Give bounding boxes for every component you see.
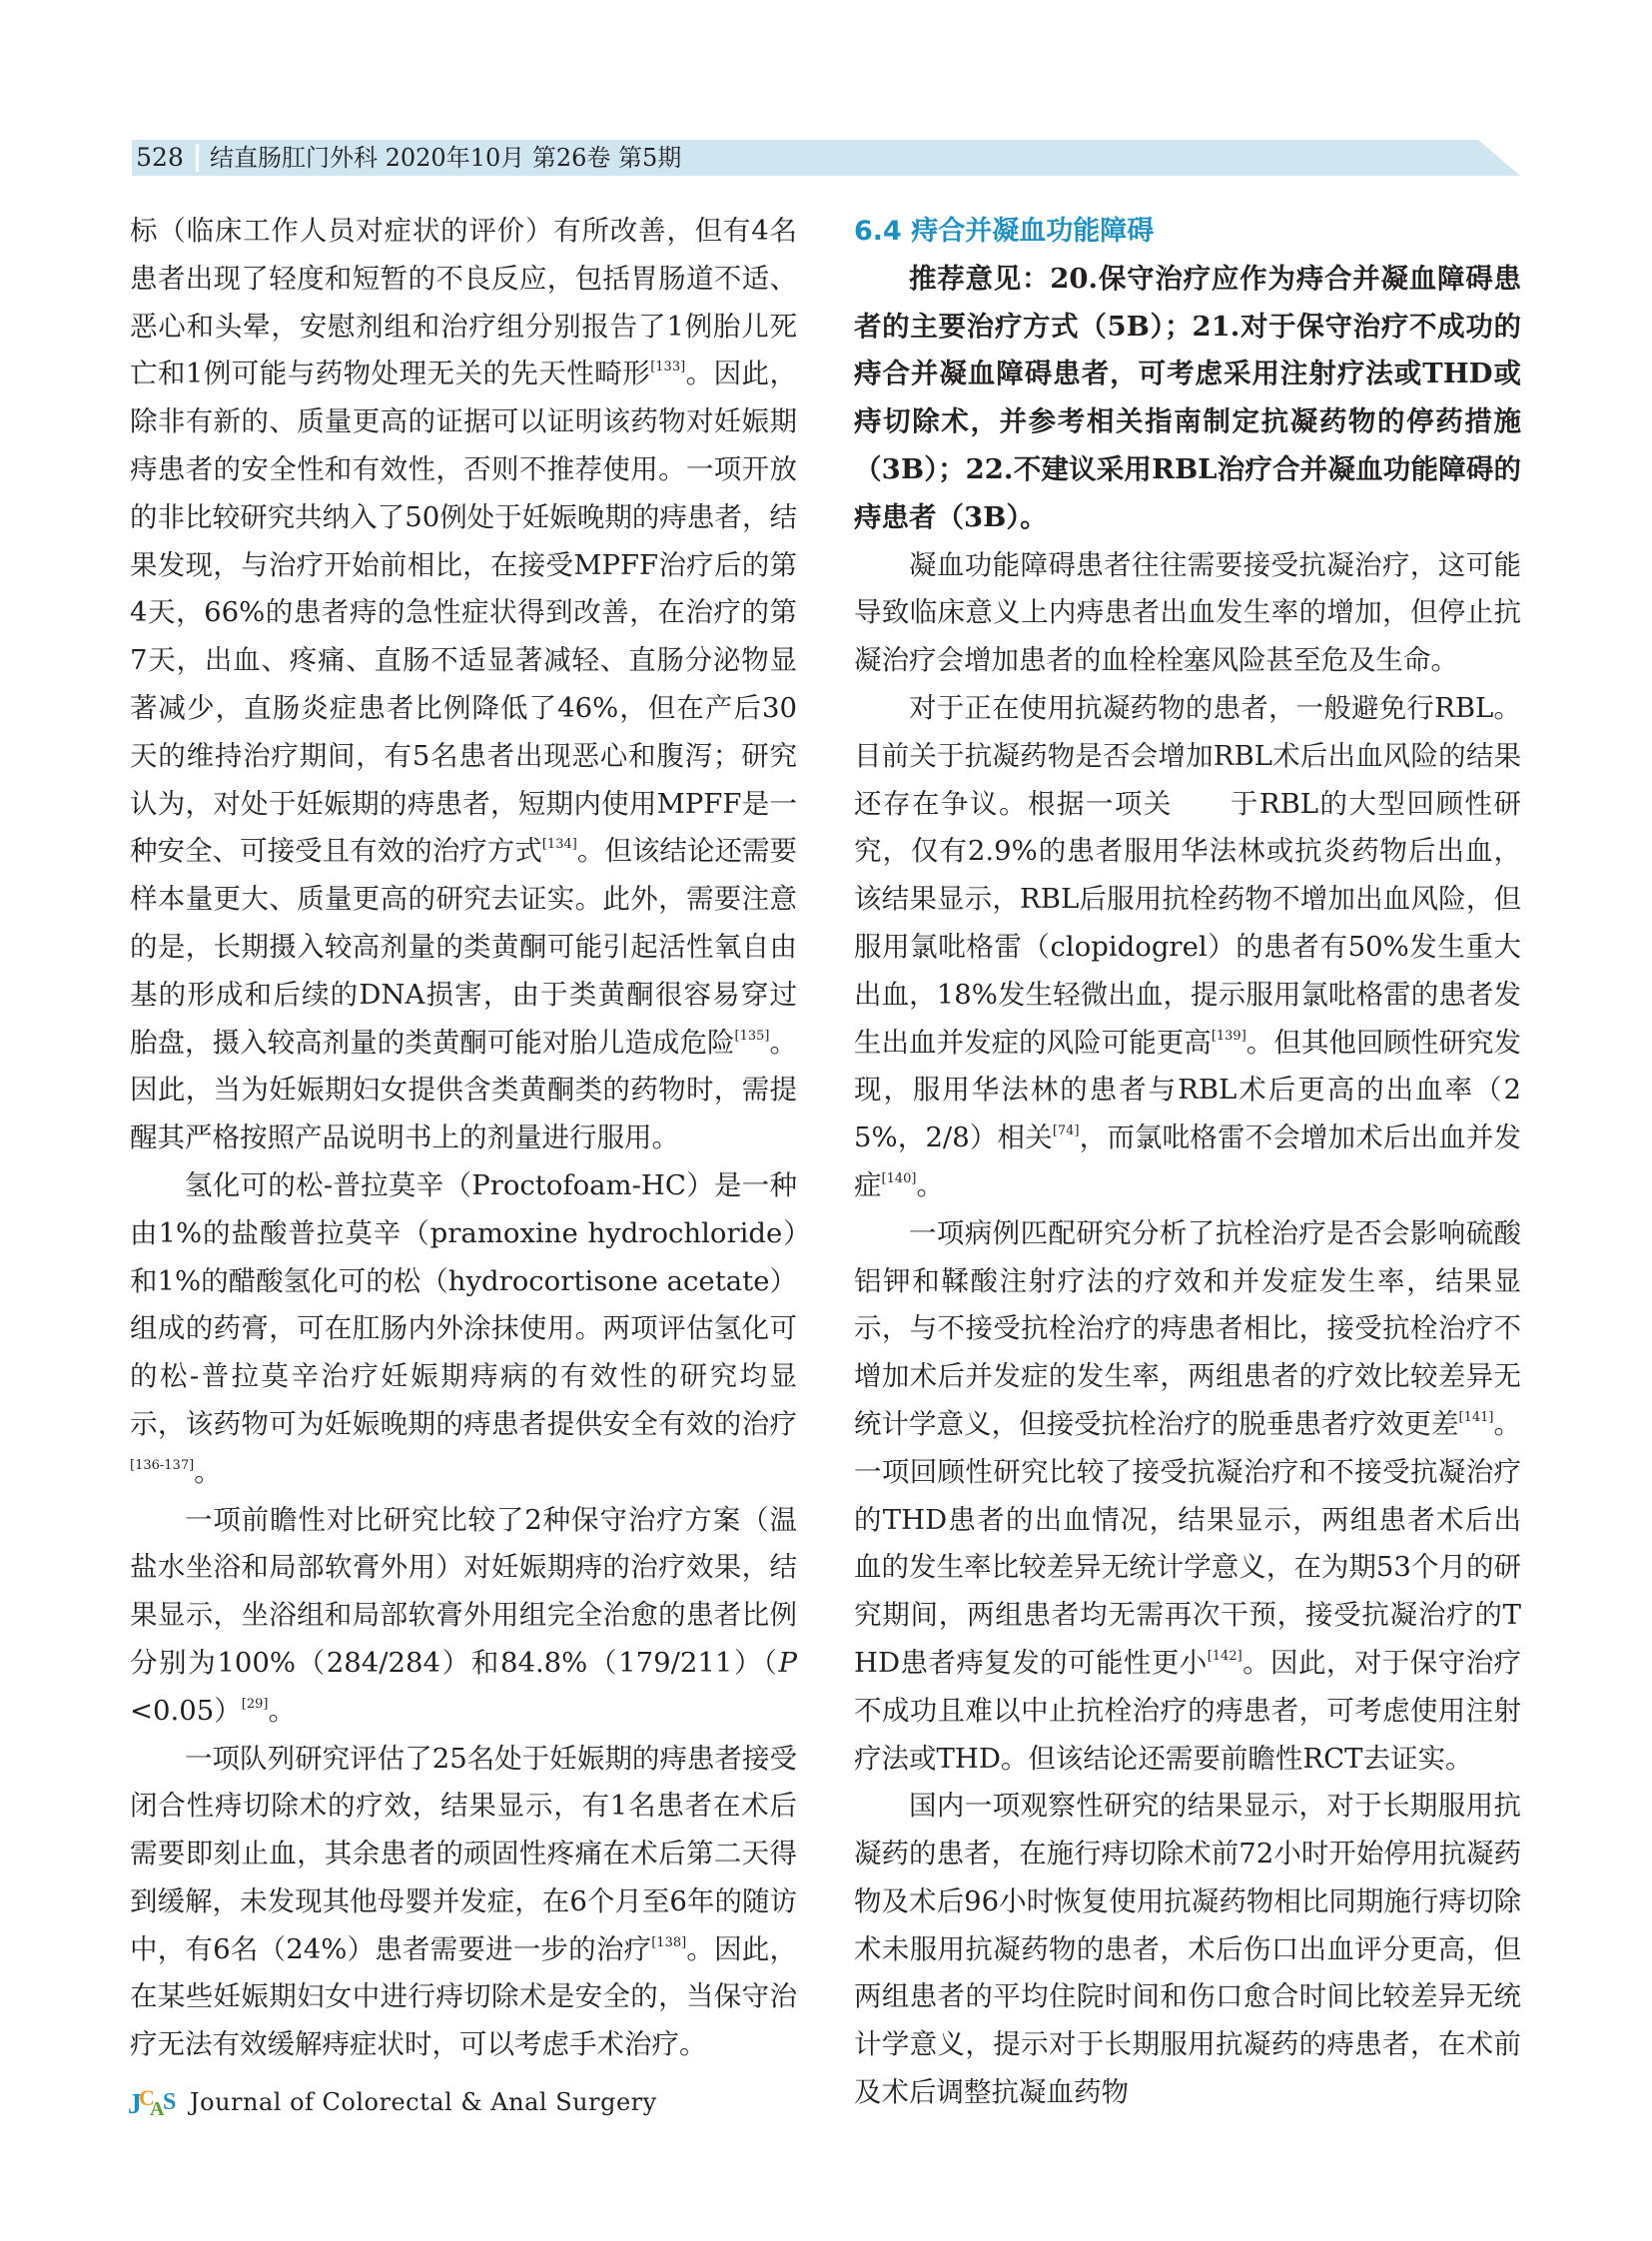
svg-text:S: S xyxy=(163,2089,177,2115)
citation[interactable]: [138] xyxy=(651,1934,687,1950)
citation[interactable]: [133] xyxy=(650,360,686,375)
paragraph: 一项队列研究评估了25名处于妊娠期的痔患者接受闭合性痔切除术的疗效，结果显示，有1名患者在术后需要即刻止血，其余患者的顽固性疼痛在术后第二天得到缓解，未发现其他母婴并发症，在6个月至6年的随访中，有6名（24%）患者需要进一步的治疗[138]。因此，在某些妊娠期妇女中进行痔切除术是安全的，当保守治疗无法有效缓解痔症状时，可以考虑手术治疗。 xyxy=(130,1742,798,2061)
recommendation-box: 推荐意见：20.保守治疗应作为痔合并凝血障碍患者的主要治疗方式（5B）；21.对于保守治疗不成功的痔合并凝血障碍患者，可考虑采用注射疗法或THD或痔切除术，并参考相关指南制定抗凝药物的停药措施（3B）；22.不建议采用RBL治疗合并凝血功能障碍的痔患者（3B）。 xyxy=(854,262,1521,533)
citation[interactable]: [139] xyxy=(1211,1028,1246,1044)
paragraph: 标（临床工作人员对症状的评价）有所改善，但有4名患者出现了轻度和短暂的不良反应，包括胃肠道不适、恶心和头晕，安慰剂组和治疗组分别报告了1例胎儿死亡和1例可能与药物处理无关的先天性畸形[133]。因此，除非有新的、质量更高的证据可以证明该药物对妊娠期痔患者的安全性和有效性，否则不推荐使用。一项开放的非比较研究共纳入了50例处于妊娠晚期的痔患者，结果发现，与治疗开始前相比，在接受MPFF治疗后的第4天，66%的患者痔的急性症状得到改善，在治疗的第7天，出血、疼痛、直肠不适显著减轻、直肠分泌物显著减少，直肠炎症患者比例降低了46%，但在产后30天的维持治疗期间，有5名患者出现恶心和腹泻；研究认为，对处于妊娠期的痔患者，短期内使用MPFF是一种安全、可接受且有效的治疗方式[134]。但该结论还需要样本量更大、质量更高的研究去证实。此外，需要注意的是，长期摄入较高剂量的类黄酮可能引起活性氧自由基的形成和后续的DNA损害，由于类黄酮很容易穿过胎盘，摄入较高剂量的类黄酮可能对胎儿造成危险[135]。因此，当为妊娠期妇女提供含类黄酮类的药物时，需提醒其严格按照产品说明书上的剂量进行服用。 xyxy=(130,215,798,1154)
paragraph: 对于正在使用抗凝药物的患者，一般避免行RBL。目前关于抗凝药物是否会增加RBL术后出血风险的结果还存在争议。根据一项关 于RBL的大型回顾性研究，仅有2.9%的患者服用华法林或抗炎药物后出血，该结果显示，RBL后服用抗栓药物不增加出血风险，但服用氯吡格雷（clopidogrel）的患者有50%发生重大出血，18%发生轻微出血，提示服用氯吡格雷的患者发生出血并发症的风险可能更高[139]。但其他回顾性研究发现，服用华法林的患者与RBL术后更高的出血率（25%，2/8）相关[74]，而氯吡格雷不会增加术后出血并发症[140]。 xyxy=(854,691,1522,1201)
svg-text:A: A xyxy=(150,2098,165,2119)
citation[interactable]: [135] xyxy=(734,1028,770,1044)
citation[interactable]: [134] xyxy=(541,837,577,853)
paragraph: 一项前瞻性对比研究比较了2种保守治疗方案（温盐水坐浴和局部软膏外用）对妊娠期痔的治疗效果，结果显示，坐浴组和局部软膏外用组完全治愈的患者比例分别为100%（284/284）和84.8%（179/211）（P<0.05）[29]。 xyxy=(130,1503,797,1727)
svg-text:C: C xyxy=(139,2085,155,2110)
citation[interactable]: [136-137] xyxy=(130,1457,195,1473)
paragraph: 一项病例匹配研究分析了抗栓治疗是否会影响硫酸铝钾和鞣酸注射疗法的疗效和并发症发生率，结果显示，与不接受抗栓治疗的痔患者相比，接受抗栓治疗不增加术后并发症的发生率，两组患者的疗效比较差异无统计学意义，但接受抗栓治疗的脱垂患者疗效更差[141]。一项回顾性研究比较了接受抗凝治疗和不接受抗凝治疗的THD患者的出血情况，结果显示，两组患者术后出血的发生率比较差异无统计学意义，在为期53个月的研究期间，两组患者均无需再次干预，接受抗凝治疗的THD患者痔复发的可能性更小[142]。因此，对于保守治疗不成功且难以中止抗栓治疗的痔患者，可考虑使用注射疗法或THD。但该结论还需要前瞻性RCT去证实。 xyxy=(854,1216,1522,1775)
page-number: 528 xyxy=(136,143,184,172)
svg-text:J: J xyxy=(128,2089,142,2119)
right-column xyxy=(854,208,1521,2117)
left-column xyxy=(130,208,797,2069)
journal-issue-header: 结直肠肛门外科 2020年10月 第26卷 第5期 xyxy=(210,144,682,172)
citation[interactable]: [140] xyxy=(881,1170,917,1186)
citation[interactable]: [141] xyxy=(1458,1409,1494,1425)
p-value-symbol: P xyxy=(778,1646,797,1679)
citation[interactable]: [74] xyxy=(1052,1123,1080,1139)
citation[interactable]: [142] xyxy=(1207,1648,1242,1664)
jcas-logo xyxy=(128,2085,180,2119)
paragraph: 氢化可的松-普拉莫辛（Proctofoam-HC）是一种由1%的盐酸普拉莫辛（pramoxine hydrochloride）和1%的醋酸氢化可的松（hydrocortisone acetate）组成的药膏，可在肛肠内外涂抹使用。两项评估氢化可的松-普拉莫辛治疗妊娠期痔病的有效性的研究均显示，该药物可为妊娠晚期的痔患者提供安全有效的治疗[136-137]。 xyxy=(130,1168,797,1488)
footer-journal-name: Journal of Colorectal & Anal Surgery xyxy=(190,2088,657,2116)
section-heading: 6.4 痔合并凝血功能障碍 xyxy=(854,216,1155,247)
paragraph: 国内一项观察性研究的结果显示，对于长期服用抗凝药的患者，在施行痔切除术前72小时开始停用抗凝药物及术后96小时恢复使用抗凝药物相比同期施行痔切除术未服用抗凝药物的患者，术后伤口出血评分更高，但两组患者的平均住院时间和伤口愈合时间比较差异无统计学意义，提示对于长期服用抗凝药的痔患者，在术前及术后调整抗凝血药物 xyxy=(854,1790,1521,2109)
header-divider xyxy=(196,144,199,172)
paragraph: 凝血功能障碍患者往往需要接受抗凝治疗，这可能导致临床意义上内痔患者出血发生率的增加，但停止抗凝治疗会增加患者的血栓栓塞风险甚至危及生命。 xyxy=(854,548,1521,677)
citation[interactable]: [29] xyxy=(241,1696,269,1712)
